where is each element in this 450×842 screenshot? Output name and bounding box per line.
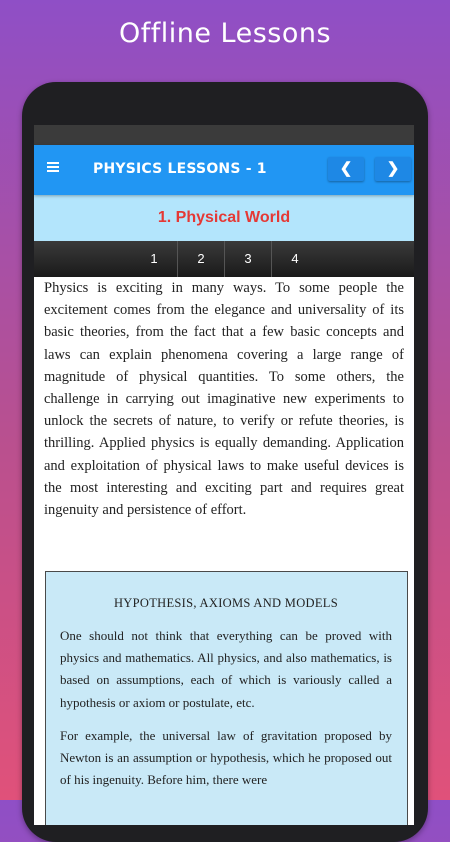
- next-lesson-button[interactable]: ❯: [375, 157, 411, 181]
- info-box-paragraph-1: One should not think that everything can be proved with physics and mathematics. All physics, and also mathematics, is based on assumptions, each of which is variously called a hypothesis or axiom or postulate, etc.: [60, 628, 392, 710]
- page-tab-2[interactable]: 2: [178, 241, 225, 277]
- hamburger-menu-icon[interactable]: [47, 162, 59, 172]
- app-screen: [34, 125, 414, 825]
- status-bar: [34, 125, 414, 145]
- page-tab-3[interactable]: 3: [225, 241, 272, 277]
- hypothesis-info-box: [45, 571, 408, 825]
- promo-title: Offline Lessons: [118, 18, 332, 49]
- page-tabs: [34, 241, 414, 277]
- lesson-content: [34, 277, 414, 521]
- toolbar-title: PHYSICS LESSONS - 1: [93, 161, 267, 177]
- lesson-title: 1. Physical World: [34, 195, 414, 241]
- page-tab-4[interactable]: 4: [291, 251, 299, 266]
- previous-lesson-button[interactable]: ❮: [328, 157, 364, 181]
- page-tab-1[interactable]: 1: [131, 241, 178, 277]
- app-toolbar: [34, 145, 414, 195]
- info-box-paragraph-2: For example, the universal law of gravitation proposed by Newton is an assumption or hypothesis, which he proposed out of his ingenuity. Before him, there were: [60, 727, 392, 788]
- info-box-heading: HYPOTHESIS, AXIOMS AND MODELS: [113, 596, 338, 610]
- lesson-paragraph: Physics is exciting in many ways. To some people the excitement comes from the elegance and universality of its basic theories, from the fact that a few basic concepts and laws can explain phenomena covering a large range of magnitude of physical quantities. To some others, the challenge in carrying out imaginative new experiments to unlock the secrets of nature, to verify or refute theories, is thrilling. Applied physics is equally demanding. Application and exploitation of physical laws to make useful devices is the most interesting and exciting part and requires great ingenuity and persistence of effort.: [44, 280, 404, 519]
